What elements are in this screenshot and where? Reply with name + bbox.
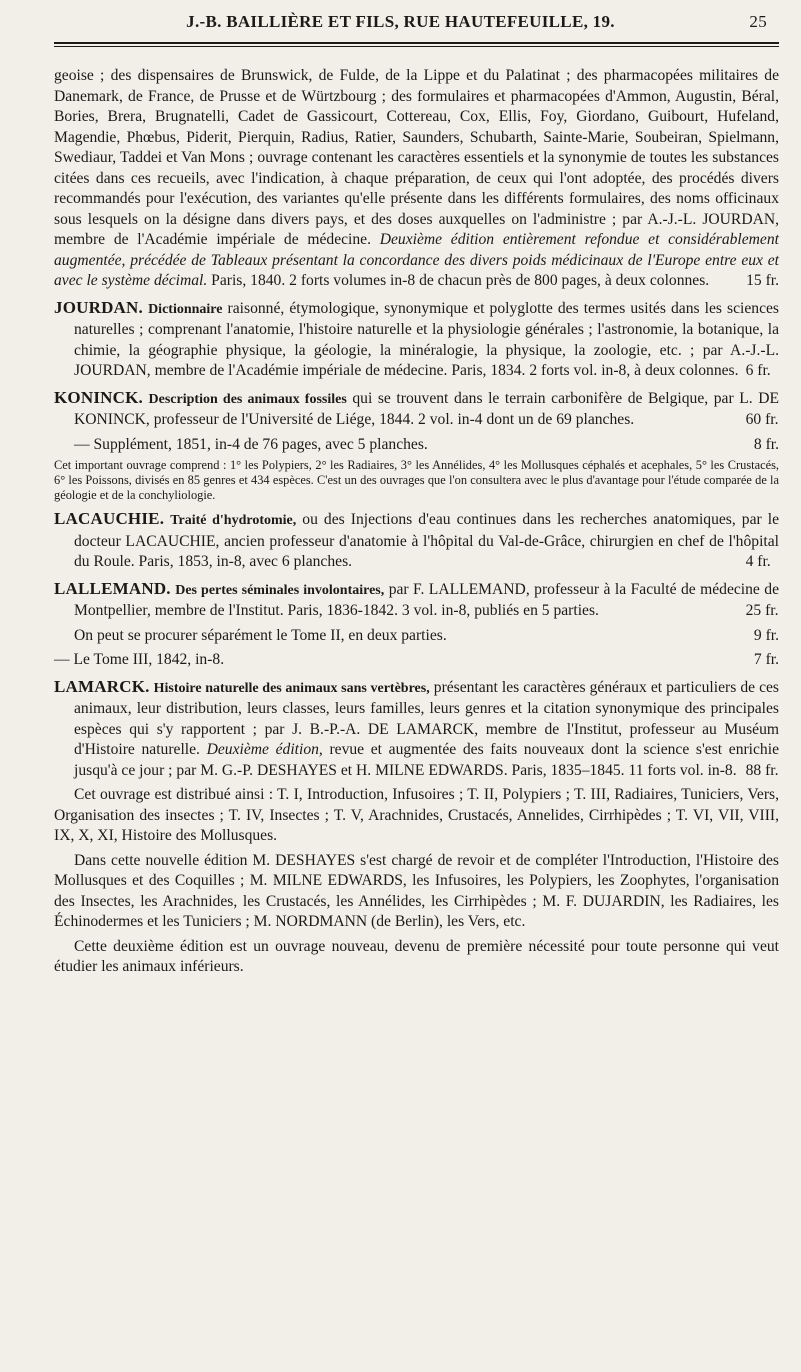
lallemand-tome3-text: — Le Tome III, 1842, in-8. (54, 651, 225, 668)
supplement-koninck (54, 435, 779, 456)
entry-jourdan (54, 298, 779, 382)
author-jourdan: JOURDAN. (54, 297, 143, 317)
text-lamarck: présentant les caractères généraux et particuliers de ces animaux, leur distribution, leurs classes, leurs familles, leurs genres et la citation synonymique des principales espèces qui s'y rapportent ; par J. B.-P.-A. DE LAMARCK, membre de l'Institut, professeur au Muséum d'Histoire naturelle. (74, 678, 779, 758)
title-jourdan: Dictionnaire (148, 301, 223, 317)
price-lacauchie: 4 fr. (745, 553, 771, 570)
lamarck-collaborators: Dans cette nouvelle édition M. DESHAYES s'est chargé de revoir et de compléter l'Introduction, l'Histoire des Mollusques et des Coquilles ; M. MILNE EDWARDS, les Infusoires, les Polypiers, les Zoophytes, l'organisation des Insectes, les Arachnides, les Crustacés, les Annélides, les Cirrhipèdes ; M. F. DUJARDIN, les Radiaires, les Échinodermes et les Tuniciers ; M. NORDMANN (de Berlin), les Vers, etc. (54, 851, 779, 930)
supplement-price: 8 fr. (753, 435, 779, 453)
text-lallemand: par F. LALLEMAND, professeur à la Faculté de médecine de Montpellier, membre de l'Institut. Paris, 1836-1842. 3 vol. in-8, publiés en 5 parties. (74, 580, 780, 619)
edition-lamarck: Deuxième édition, (206, 741, 323, 758)
continued-price: 15 fr. (746, 272, 779, 289)
entry-lamarck (54, 677, 779, 782)
title-lamarck: Histoire naturelle des animaux sans vertèbres, (153, 680, 430, 696)
lallemand-tome2 (54, 626, 779, 647)
author-lamarck: LAMARCK. (54, 676, 150, 696)
continued-entry (54, 66, 779, 292)
price-lamarck: 88 fr. (745, 761, 779, 779)
author-koninck: KONINCK. (54, 387, 143, 407)
text-koninck: qui se trouvent dans le terrain carbonifère de Belgique, par L. DE KONINCK, professeur de l'Université de Liége, 1844. 2 vol. in-4 dont un de 69 planches. (74, 389, 779, 428)
price-jourdan: 6 fr. (745, 362, 771, 379)
lamarck-conclusion: Cette deuxième édition est un ouvrage nouveau, devenu de première nécessité pour toute personne qui veut étudier les animaux inférieurs. (54, 937, 779, 975)
title-lallemand: Des pertes séminales involontaires, (175, 582, 385, 598)
text-lacauchie: ou des Injections d'eau continues dans les recherches anatomiques, par le docteur LACAUCHIE, ancien professeur d'anatomie à l'hôpital du Val-de-Grâce, chirurgien en chef de l'hôpital du Roule. Paris, 1853, in-8, avec 6 planches. (74, 511, 780, 570)
header-rule-thin (54, 46, 779, 47)
title-lacauchie: Traité d'hydrotomie, (170, 513, 297, 528)
author-lacauchie: LACAUCHIE. (54, 509, 165, 528)
price-koninck: 60 fr. (745, 411, 779, 428)
lallemand-tome2-price: 9 fr. (753, 626, 779, 644)
header-rule (54, 42, 779, 44)
lallemand-tome2-text: On peut se procurer séparément le Tome II, en deux parties. (74, 626, 447, 644)
text2-lamarck: revue et augmentée des faits nouveaux dont la science s'est enrichie jusqu'à ce jour ; par M. G.-P. DESHAYES et H. MILNE EDWARDS. Paris, 1835–1845. 11 forts vol. in-8. (74, 741, 779, 779)
lallemand-tome3-price: 7 fr. (753, 651, 779, 668)
continued-tail: Paris, 1840. 2 forts volumes in-8 de chacun près de 800 pages, à deux colonnes. (207, 272, 710, 289)
catalogue-body (54, 66, 779, 978)
publisher-heading: J.-B. BAILLIÈRE ET FILS, RUE HAUTEFEUILLE, 19. (186, 12, 615, 31)
lamarck-distribution: Cet ouvrage est distribué ainsi : T. I, Introduction, Infusoires ; T. II, Polypiers ; T. III, Radiaires, Tuniciers, Vers, Organisation des insectes ; T. IV, Insectes ; T. V, Arachnides, Crustacés, Annelides, Cirrhipèdes ; T. VI, VII, VIII, IX, X, XI, Histoire des Mollusques. (54, 786, 779, 844)
continued-text: geoise ; des dispensaires de Brunswick, de Fulde, de la Lippe et du Palatinat ; des pharmacopées militaires de Danemark, de France, de Prusse et de Würtzbourg ; des formulaires et pharmacopées d'Ammon, Augustin, Béral, Bories, Brera, Brugnatelli, Cadet de Gassicourt, Cottereau, Cox, Ellis, Foy, Giordano, Guibourt, Hufeland, Magendie, Phœbus, Piderit, Pierquin, Radius, Ratier, Saunders, Schubarth, Sainte-Marie, Soubeiran, Spielmann, Swediaur, Taddei et Van Mons ; ouvrage contenant les caractères essentiels et la synonymie de toutes les substances citées dans ces recueils, avec l'indication, à chaque préparation, de ceux qui l'ont adoptée, des procédés divers recommandés pour l'exécution, des variantes qu'elle présente dans les différents formulaires, des noms officinaux sous lesquels on la désigne dans divers pays, et des doses auxquelles on l'administre ; par A.-J.-L. JOURDAN, membre de l'Académie impériale de médecine. (54, 67, 779, 248)
entry-lallemand (54, 579, 779, 622)
note-koninck: Cet important ouvrage comprend : 1° les Polypiers, 2° les Radiaires, 3° les Annélides, 4° les Mollusques céphalés et acephales, 5° les Crustacés, 6° les Poissons, divisés en 85 genres et 434 espèces. C'est un des ouvrages que l'on consultera avec le plus d'avantage pour l'étude comparée de la géologie et de la conchyliologie. (54, 458, 779, 502)
price-lallemand: 25 fr. (745, 602, 779, 619)
author-lallemand: LALLEMAND. (54, 578, 171, 598)
title-koninck: Description des animaux fossiles (148, 391, 347, 407)
continued-edition-italic: Deuxième édition entièrement refondue et considérablement augmentée, précédée de Tableaux présentant la concordance des divers poids médicinaux de l'Europe entre eux et avec le système décimal. (54, 231, 779, 289)
entry-lacauchie (54, 509, 779, 573)
running-header (0, 8, 801, 38)
text-jourdan: raisonné, étymologique, synonymique et polyglotte des termes usités dans les sciences naturelles ; comprenant l'anatomie, l'histoire naturelle et la physiologie générales ; l'astronomie, la botanique, la chimie, la géographie physique, la géologie, la minéralogie, la physique, la zoologie, etc. ; par A.-J.-L. JOURDAN, membre de l'Académie impériale de médecine. Paris, 1834. 2 forts vol. in-8, à deux colonnes. (74, 299, 779, 379)
page-number: 25 (749, 12, 767, 31)
lallemand-tome3 (54, 650, 779, 671)
entry-koninck (54, 388, 779, 431)
supplement-text: — Supplément, 1851, in-4 de 76 pages, avec 5 planches. (74, 435, 428, 453)
